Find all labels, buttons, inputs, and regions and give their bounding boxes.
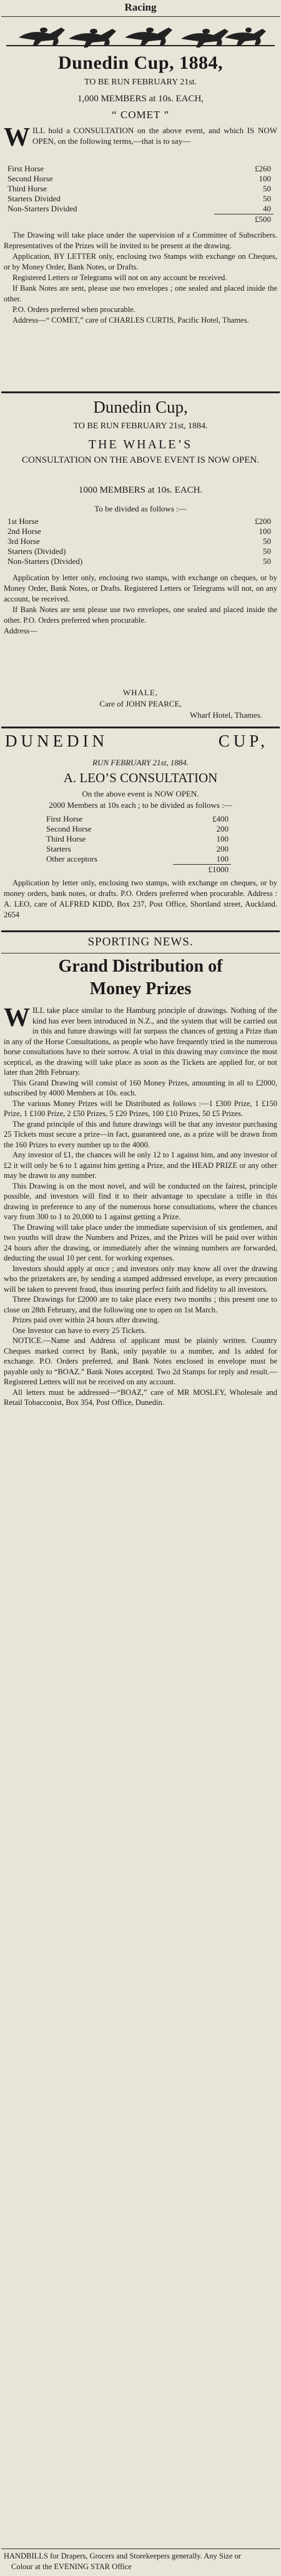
divider (1, 391, 280, 393)
ad3-heading: A. LEO’S CONSULTATION (63, 770, 218, 785)
table-row (5, 526, 274, 536)
divider (1, 930, 280, 932)
ad1-body (4, 230, 277, 326)
paragraph: The grand principle of this and future drawings will be that any investor purchasing 25 Tickets must secure a prize—in fact, guaranteed one, as a prize will be drawn from the 160 Prizes to every number up to the 4000. (4, 1119, 277, 1149)
table-row (5, 174, 274, 184)
ad3-members: 2000 Members at 10s each ; to be divided as follows :— (49, 800, 232, 810)
ad2-divided: To be divided as follows :— (94, 504, 187, 513)
table-row (5, 214, 274, 225)
prize-value: 40 (214, 204, 274, 214)
ad4-section: SPORTING NEWS. (87, 935, 194, 948)
ad3-open: On the above event is NOW OPEN. (82, 789, 199, 798)
ad3-body-block (4, 878, 277, 920)
ad2-sig2: Care of JOHN PEARCE, (99, 699, 182, 708)
prize-label: Third Horse (7, 184, 47, 193)
ad2-address-label: Address— (4, 626, 37, 635)
prize-value: 100 (216, 834, 229, 843)
ad3-title-left: DUNEDIN (5, 732, 108, 750)
table-row (44, 854, 231, 865)
table-row (5, 194, 274, 204)
paragraph: P.O. Orders preferred when procurable. (12, 305, 136, 314)
prize-label: Non-Starters (Divided) (7, 556, 83, 566)
ad4-body (4, 1005, 277, 1408)
ad3-subtitle: RUN FEBRUARY 21st, 1884. (92, 758, 189, 767)
ad4-title1: Grand Distribution of (58, 957, 223, 976)
paragraph: The Drawing will take place under the supervision of a Committee of Subscribers. Representatives of the Prizes will be invited to be present at the drawing. (4, 231, 277, 250)
table-row (5, 546, 274, 556)
paragraph: One Investor can have to every 25 Tickets. (12, 1326, 146, 1335)
prize-label: Starters Divided (7, 194, 61, 203)
paragraph: If Bank Notes are sent, please use two envelopes ; one sealed and placed inside the other. (4, 284, 277, 303)
ad1-members: 1,000 MEMBERS at 10s. EACH, (77, 94, 204, 104)
table-row (5, 556, 274, 566)
ad2-prize-table (5, 516, 274, 566)
paragraph: Investors should apply at once ; and investors only may know all over the drawing who the prizetakers are, by sending a stamped addressed envelope, as every precaution will be taken to prevent fraud, thus insuring perfect faith and fidelity to all investors. (4, 1264, 277, 1294)
prize-value: 200 (216, 824, 229, 833)
prize-value: 50 (263, 546, 271, 556)
table-row (44, 834, 231, 844)
table-row (44, 824, 231, 834)
ad3-body: Application by letter only, enclosing two stamps, with exchange on cheques, or by money orders, bank notes, or drafts. P.O. Orders preferred when procurable. Address : A. LEO, care of ALFRED KIDD, Box 237, Post Office, Shortland street, Auckland. 2654 (4, 878, 277, 919)
prize-value: £260 (255, 164, 271, 173)
divider (1, 2548, 280, 2549)
prize-label: Second Horse (46, 824, 92, 833)
ad1-subtitle: TO BE RUN FEBRUARY 21st. (84, 78, 197, 87)
prize-total: £500 (255, 214, 271, 224)
prize-value: 50 (263, 556, 271, 566)
horse-race-illustration (0, 19, 281, 49)
table-row (5, 536, 274, 546)
prize-label: Second Horse (7, 174, 53, 183)
footer (4, 2551, 277, 2572)
paragraph: NOTICE.—Name and Address of applicant must be plainly written. Country Cheques marked correct by Bank, only payable to a number, and 1s added for exchange. P.O. Orders preferred, and Bank Notes enclosed in envelope must be payable only to “BOAZ.” Bank Notes accepted. Two 2d Stamps for reply and result.—Registered Letters will not be received on any account. (4, 1336, 277, 1386)
paragraph: Registered Letters or Telegrams will not on any account be received. (12, 273, 227, 282)
paragraph: Three Drawings for £2000 are to take place every two months ; this present one to close on 28th February, and the following one to open on 1st March. (4, 1295, 277, 1314)
ad2-heading2: CONSULTATION ON THE ABOVE EVENT IS NOW OPEN. (22, 455, 259, 465)
ad3-prize-table (44, 814, 231, 875)
ad4-dropcap: W (4, 1004, 30, 1032)
ad2-sig1: WHALE, (122, 688, 159, 697)
paragraph: WILL take place similar to the Hamburg principle of drawings. Nothing of the kind has ever been introduced in N.Z., and the system that will be carried out in this and future drawings will far surpass the chances of getting a Prize than in any of the Horse Consultations, as people who have frequently tried in the numerous horse consultations have to their sorrow. A trial in this drawing may convince the most sceptical, as the drawing will take place as soon as the Tickets are applied for, or not later than 28th February. (4, 1004, 277, 1077)
header-rule (1, 16, 280, 17)
ad2-title: Dunedin Cup, (93, 398, 188, 416)
prize-value: 200 (216, 844, 229, 853)
ad2-heading: THE WHALE’S (88, 438, 193, 451)
prize-label: Starters (46, 844, 71, 853)
footer-line1: HANDBILLS for Drapers, Grocers and Storekeepers generally. Any Size or (4, 2552, 241, 2560)
table-row (5, 516, 274, 526)
table-row (5, 204, 274, 214)
ad4-title2: Money Prizes (89, 979, 192, 999)
ad2-members: 1000 MEMBERS at 10s. EACH. (78, 485, 203, 495)
ad3-title-right: CUP, (218, 732, 269, 750)
ad1-intro: ILL hold a CONSULTATION on the above event, and which IS NOW OPEN, on the following terms,—that is to say— (32, 126, 277, 146)
prize-label: First Horse (46, 814, 83, 823)
paragraph: If Bank Notes are sent please use two envelopes, one sealed and placed inside the other. P.O. Orders preferred when procurable. (4, 605, 277, 625)
prize-label: 2nd Horse (7, 526, 41, 536)
prize-value: 50 (263, 536, 271, 546)
paragraph: Any investor of £1, the chances will be only 12 to 1 against him, and any investor of £2 it will only be 6 to 1 against him getting a Prize, and the HEAD PRIZE or any other may be drawn to any number. (4, 1150, 277, 1180)
prize-label: Third Horse (46, 834, 86, 843)
prize-label: Other acceptors (46, 854, 97, 864)
ad1-intro-block (4, 123, 277, 152)
paragraph: Application by letter only, enclosing two stamps, with exchange on cheques, or by Money Order, Bank Notes, or Drafts. Registered Letters or Telegrams will not, on any account, be received. (4, 573, 277, 603)
paragraph: Application, BY LETTER only, enclosing two Stamps with exchange on Cheques, or by Money Order, Bank Notes, or Drafts. (4, 252, 277, 271)
prize-label: 1st Horse (7, 516, 39, 526)
divider (1, 727, 280, 728)
prize-value: 100 (259, 526, 271, 536)
prize-value: £200 (255, 516, 271, 526)
prize-label: 3rd Horse (7, 536, 40, 546)
ad1-title: Dunedin Cup, 1884, (57, 53, 224, 73)
table-row (44, 844, 231, 854)
ad1-prize-table (5, 164, 274, 224)
paragraph: The various Money Prizes will be Distributed as follows :—1 £300 Prize, 1 £150 Prize, 1 £100 Prize, 2 £50 Prizes, 5 £20 Prizes, 100 £10 Prizes, 50 £5 Prizes. (4, 1099, 277, 1118)
ad2-sig3: Wharf Hotel, Thames. (190, 710, 262, 720)
table-row (44, 814, 231, 824)
paragraph: All letters must be addressed—“BOAZ,” care of MR MOSLEY, Wholesale and Retail Tobacconist, Box 354, Post Office, Dunedin. (4, 1387, 277, 1407)
table-row (44, 865, 231, 875)
ad2-subtitle: TO BE RUN FEBRUARY 21st, 1884. (73, 421, 208, 431)
prize-label: First Horse (7, 164, 44, 173)
table-row (5, 184, 274, 194)
prize-value: 100 (173, 854, 231, 865)
prize-value: 50 (263, 194, 271, 203)
ad1-address: Address—“ COMET,” care of CHARLES CURTIS, Pacific Hotel, Thames. (12, 316, 249, 325)
ad1-dropcap: W (4, 123, 30, 152)
prize-total: £1000 (208, 865, 229, 874)
ad1-name: “ COMET ” (112, 109, 169, 121)
paragraph: This Drawing is on the most novel, and will be conducted on the fairest, principle possible, and investors will find it to their advantage to speculate a trifle in this drawing in preference to any of the numerous horse consultations, where the chances vary from 300 to 1 to 20,000 to 1 against getting a Prize. (4, 1181, 277, 1221)
section-header-racing: Racing (124, 1, 157, 13)
prize-value: 100 (259, 174, 271, 183)
ad2-body (4, 573, 277, 636)
prize-value: 50 (263, 184, 271, 193)
paragraph: The Drawing will take place under the immediate supervision of six gentlemen, and two youths will draw the Numbers and Prizes, and the Prizes will be paid over within 24 hours after the drawing, or immediately after the winning numbers are forwarded, deducting the usual 10 per cent. for working expenses. (4, 1222, 277, 1262)
table-row (5, 164, 274, 174)
prize-value: £400 (212, 814, 229, 823)
paragraph: Prizes paid over within 24 hours after drawing. (12, 1316, 160, 1324)
paragraph: This Grand Drawing will consist of 160 Money Prizes, amounting in all to £2000, subscribed by 4000 Members at 10s. each. (4, 1078, 277, 1097)
prize-label: Non-Starters Divided (7, 204, 77, 214)
footer-line2: Colour at the EVENING STAR Office (11, 2562, 132, 2571)
prize-label: Starters (Divided) (7, 546, 66, 556)
